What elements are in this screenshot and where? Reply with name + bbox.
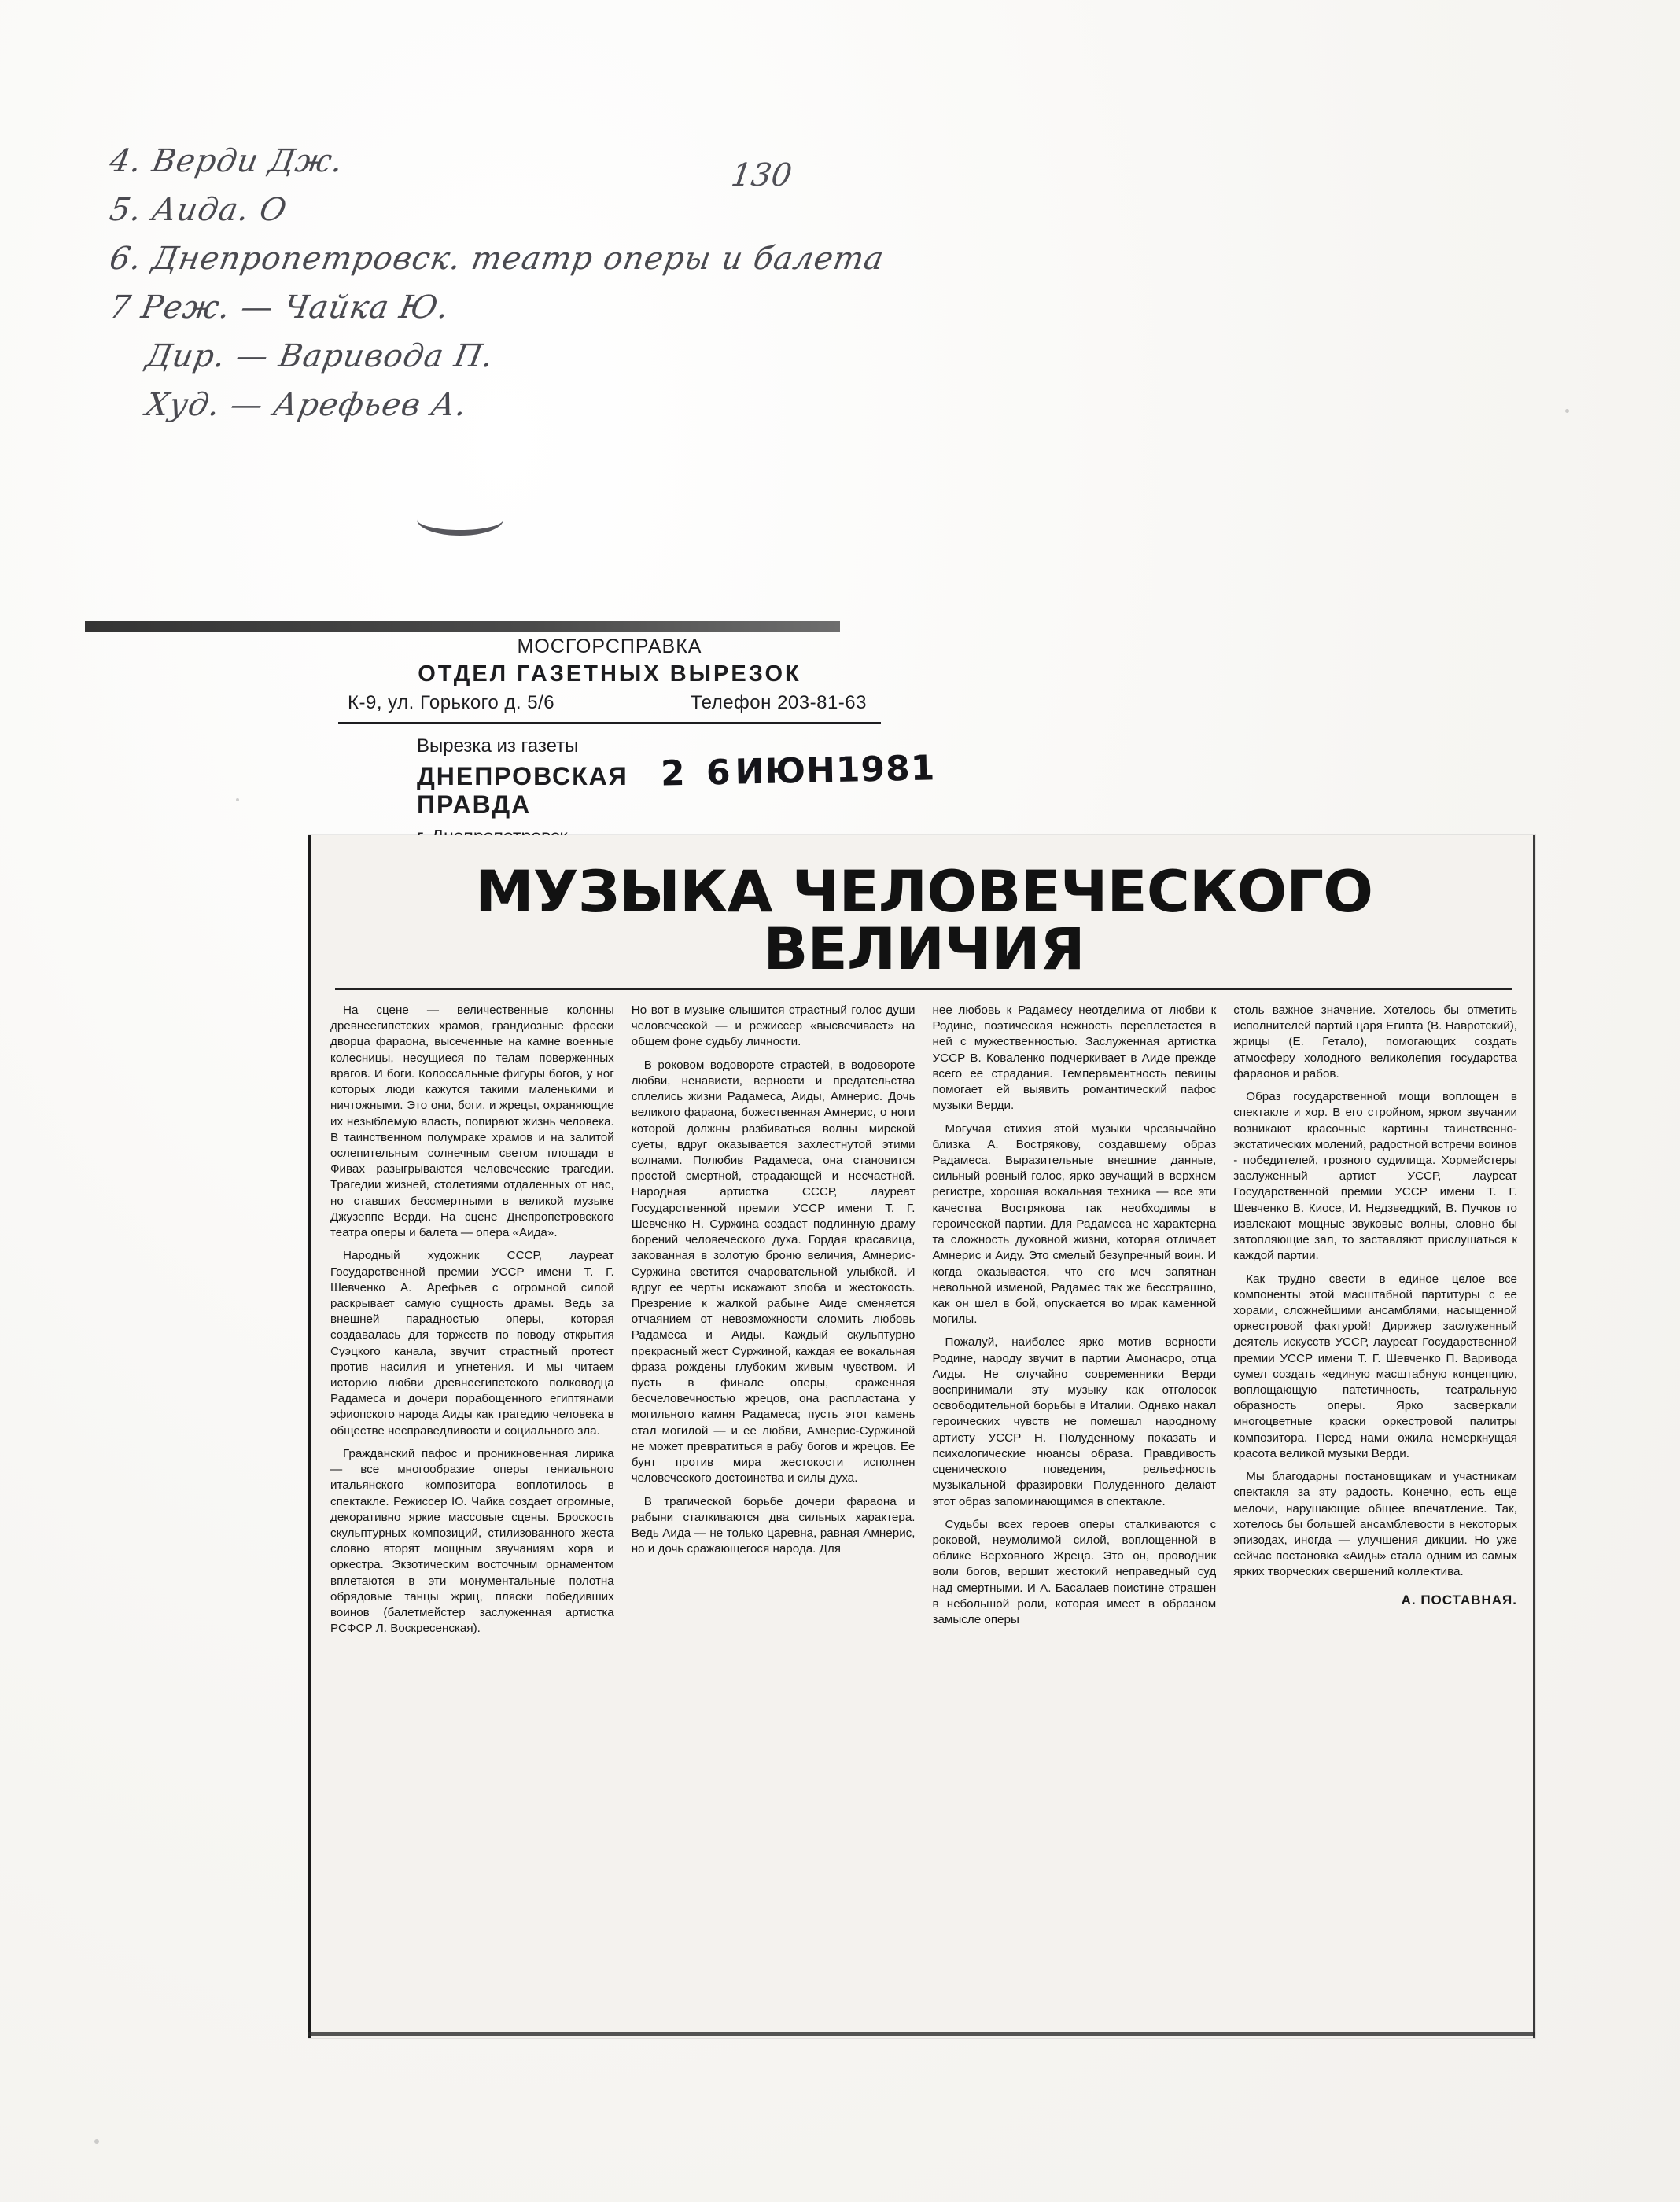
stamp-contact bbox=[338, 692, 881, 724]
paragraph: Пожалуй, наиболее ярко мотив верности Родине, народу звучит в партии Амонасро, отца Аиды. Не случайно современники Верди воспринимали эту музыку как отголосок освободительной борьбы в Италии. Однако накал героических чувств не помешал народному артисту УССР Н. Полуденному показать и психологические нюансы образа. Правдивость сценического поведения, рельефность музыкальной фразировки Полуденного делают этот образ запоминающимся в спектакле. bbox=[932, 1335, 1217, 1508]
article-headline: МУЗЫКА ЧЕЛОВЕЧЕСКОГО ВЕЛИЧИЯ bbox=[474, 859, 1373, 983]
handwritten-line: 4. Верди Дж. bbox=[106, 143, 347, 179]
paragraph: Но вот в музыке слышится страстный голос души человеческой — и режиссер «высвечивает» на общем фоне судьбу личности. bbox=[631, 1003, 916, 1049]
date-stamp-year: 1981 bbox=[835, 748, 936, 790]
article-column bbox=[330, 1003, 614, 2033]
stamp-top-rule bbox=[85, 621, 840, 632]
clipping-label: Вырезка из газеты bbox=[417, 735, 579, 757]
paper-speck bbox=[94, 2139, 99, 2144]
headline-rule bbox=[335, 988, 1512, 990]
newspaper-name-line1: ДНЕПРОВСКАЯ bbox=[417, 762, 628, 790]
paragraph: Образ государственной мощи воплощен в спектакле и хор. В его стройном, ярком звучании возникают красочные картины таинственно-экстатических молений, радостной встречи воинов - победителей, грозного судилища. Хормейстеры заслуженный артист УССР, лауреат Государственной премии УССР имени Т. Г. Шевченко В. Киосе, И. Недзведцкий, В. Пучков то извлекают мощные звуковые волны, словно бы затопляющие зал, то заставляют прислушаться к каждой партии. bbox=[1233, 1090, 1517, 1263]
paragraph: Гражданский пафос и проникновенная лирика — все многообразие оперы гениального итальянского композитора воплотилось в спектакле. Режиссер Ю. Чайка создает огромные, декоративно яркие массовые сцены. Броскость скульптурных композиций, стилизованного жеста словно вторят мощным звучаниям хора и оркестра. Экзотическим восточным орнаментом вплетаются в эти монументальные полотна обрядовые танцы жриц, пляски победивших воинов (балетмейстер заслуженная артистка РСФСР Л. Воскресенская). bbox=[330, 1446, 614, 1636]
handwritten-line: 6. Днепропетровск. театр оперы и балета bbox=[106, 241, 887, 277]
paragraph: В роковом водовороте страстей, в водовороте любви, ненависти, верности и предательства сплелись жизни Радамеса, Аиды, Амнерис. Дочь великого фараона, божественная Амнерис, о ноги которой должны разбиваться волны мирской суеты, вдруг оказывается захлестнутой этими волнами. Полюбив Радамеса, она становится простой смертной, страдающей и несчастной. Народная артистка СССР, лауреат Государственной премии УССР имени Т. Г. Шевченко Н. Суржина создает подлинную драму борений человеческого духа. Гордая красавица, закованная в золотую броню величия, Амнерис-Суржина светится очаровательной улыбкой. И вдруг ее черты искажают злоба и жестокость. Презрение к жалкой рабыне Аиде сменяется отчаянием от невозможности сломить любовь Радамеса и Аиды. Каждый скульптурно прекрасный жест Суржиной, каждая ее вокальная фраза рождены глубоким живым чувством. И пусть в финале оперы, сраженная бесчеловечностью жрецов, она распластана у могильного камня Радамеса; пусть этот камень стал могилой — и ее любви, Амнерис-Суржиной не может превратиться в рабу богов и жрецов. Ее бунт против мира жестокости исполнен человеческого достоинства и силы духа. bbox=[631, 1058, 916, 1486]
stamp-organization: МОСГОРСПРАВКА bbox=[517, 635, 702, 657]
paragraph: нее любовь к Радамесу неотделима от любви к Родине, поэтическая нежность переплетается в ней с мужественностью. Заслуженная артистка УССР В. Коваленко подчеркивает в Аиде прежде всего ее страдания. Темпераментность певицы помогает ей выявить романтический пафос музыки Верди. bbox=[932, 1003, 1217, 1113]
clipping-bottom-rule bbox=[308, 2032, 1535, 2036]
paragraph: Мы благодарны постановщикам и участникам спектакля за эту радость. Конечно, есть еще мелочи, нарушающие общее впечатление. Так, хотелось бы большей ансамблевости в некоторых эпизодах, иногда — улучшения дикции. Но уже сейчас постановка «Аиды» стала одним из самых ярких творческих свершений коллектива. bbox=[1233, 1470, 1517, 1579]
handwritten-line: Худ. — Арефьев А. bbox=[142, 387, 470, 423]
paragraph: Могучая стихия этой музыки чрезвычайно близка А. Вострякову, создавшему образ Радамеса. Выразительные внешние данные, сильный ровный голос, ярко звучащий в верхнем регистре, хорошая вокальная техника — все эти качества Вострякова так необходимы в героической партии. Для Радамеса не характерна та сложность духовной жизни, которая отличает Амнерис и Аиду. Это смелый безупречный воин. И когда оказывается, что его меч запятнан невольной изменой, Радамес так же бесстрашно, как он шел в бой, опускается во мрак каменной могилы. bbox=[932, 1121, 1217, 1327]
paper-speck bbox=[1565, 409, 1569, 413]
stamp-address: К-9, ул. Горького д. 5/6 bbox=[348, 692, 555, 713]
archive-stamp bbox=[338, 635, 881, 724]
paper-speck bbox=[236, 798, 239, 801]
stamp-department: ОТДЕЛ ГАЗЕТНЫХ ВЫРЕЗОК bbox=[418, 661, 801, 687]
handwritten-flourish bbox=[417, 503, 503, 536]
article-byline: А. ПОСТАВНАЯ. bbox=[1401, 1592, 1517, 1607]
newspaper-clipping bbox=[308, 835, 1535, 2038]
paragraph: Народный художник СССР, лауреат Государственной премии УССР имени Т. Г. Шевченко А. Арефьев с огромной силой раскрывает самую сущность драмы. Ведь за внешней парадностью оперы, которая создавалась для торжеств по поводу открытия Суэцкого канала, звучит страстный протест против насилия и угнетения. И мы читаем историю любви древнеегипетского полководца Радамеса и дочери порабощенного египтянами эфиопского народа Аиды как трагедию человека в обществе несправедливости и социального зла. bbox=[330, 1249, 614, 1438]
article-column bbox=[1233, 1003, 1517, 2033]
paragraph: столь важное значение. Хотелось бы отметить исполнителей партий царя Египта (В. Навротский), жрицы (Е. Гетало), помогающих создать атмосферу холодного великолепия государства фараонов и рабов. bbox=[1233, 1003, 1517, 1081]
handwritten-line: 5. Аида. О bbox=[106, 192, 290, 228]
handwritten-line: 7 Реж. — Чайка Ю. bbox=[106, 289, 452, 326]
paragraph: Как трудно свести в единое целое все компоненты этой масштабной партитуры с ее хорами, сложнейшими ансамблями, насыщенной оркестровой фактурой! Дирижер заслуженный деятель искусств УССР, лауреат Государственной премии УССР имени Т. Г. Шевченко П. Варивода сумел создать «единую масштабную концепцию, воплощающую патетичность, театральную образность оперы. Ярко засверкали многоцветные краски оркестровой палитры композитора. Перед нами ожила немеркнущая красота великой музыки Верди. bbox=[1233, 1272, 1517, 1460]
date-stamp-month: ИЮН bbox=[735, 749, 837, 793]
handwritten-line: Дир. — Варивода П. bbox=[142, 338, 497, 374]
date-stamp bbox=[661, 748, 936, 794]
article-columns bbox=[330, 1003, 1517, 2033]
stamp-phone: Телефон 203-81-63 bbox=[690, 692, 867, 713]
newspaper-name-line2: ПРАВДА bbox=[417, 790, 532, 819]
date-stamp-day: 2 6 bbox=[660, 752, 736, 794]
article-column bbox=[632, 1003, 916, 2033]
page-number: 130 bbox=[728, 157, 794, 193]
paragraph: На сцене — величественные колонны древнеегипетских храмов, грандиозные фрески дворца фараона, высеченные на камне военные колесницы, несущиеся по телам поверженных врагов. И боги. Колоссальные фигуры богов, у ног которых люди кажутся такими маленькими и ничтожными. Это они, боги, и жрецы, охраняющие их незыблемую власть, попирают жизнь человека. В таинственном полумраке храмов и на залитой ослепительным солнечным светом площади в Фивах разыгрываются человеческие трагедии. Трагедии жизней, столетиями отдаленных от нас, но ставших бессмертными в великой музыке Джузеппе Верди. На сцене Днепропетровского театра оперы и балета — опера «Аида». bbox=[330, 1003, 614, 1240]
article-column bbox=[933, 1003, 1217, 2033]
paragraph: В трагической борьбе дочери фараона и рабыни сталкиваются два сильных характера. Ведь Аида — не только царевна, равная Амнерис, но и дочь сражающегося народа. Для bbox=[631, 1494, 916, 1556]
paragraph: Судьбы всех героев оперы сталкиваются с роковой, неумолимой силой, воплощенной в облике Верховного Жреца. Это он, проводник воли богов, вершит жестокий неправедный суд над смертными. И А. Басалаев поистине страшен в небольшой роли, которая имеет в образном замысле оперы bbox=[932, 1517, 1217, 1627]
